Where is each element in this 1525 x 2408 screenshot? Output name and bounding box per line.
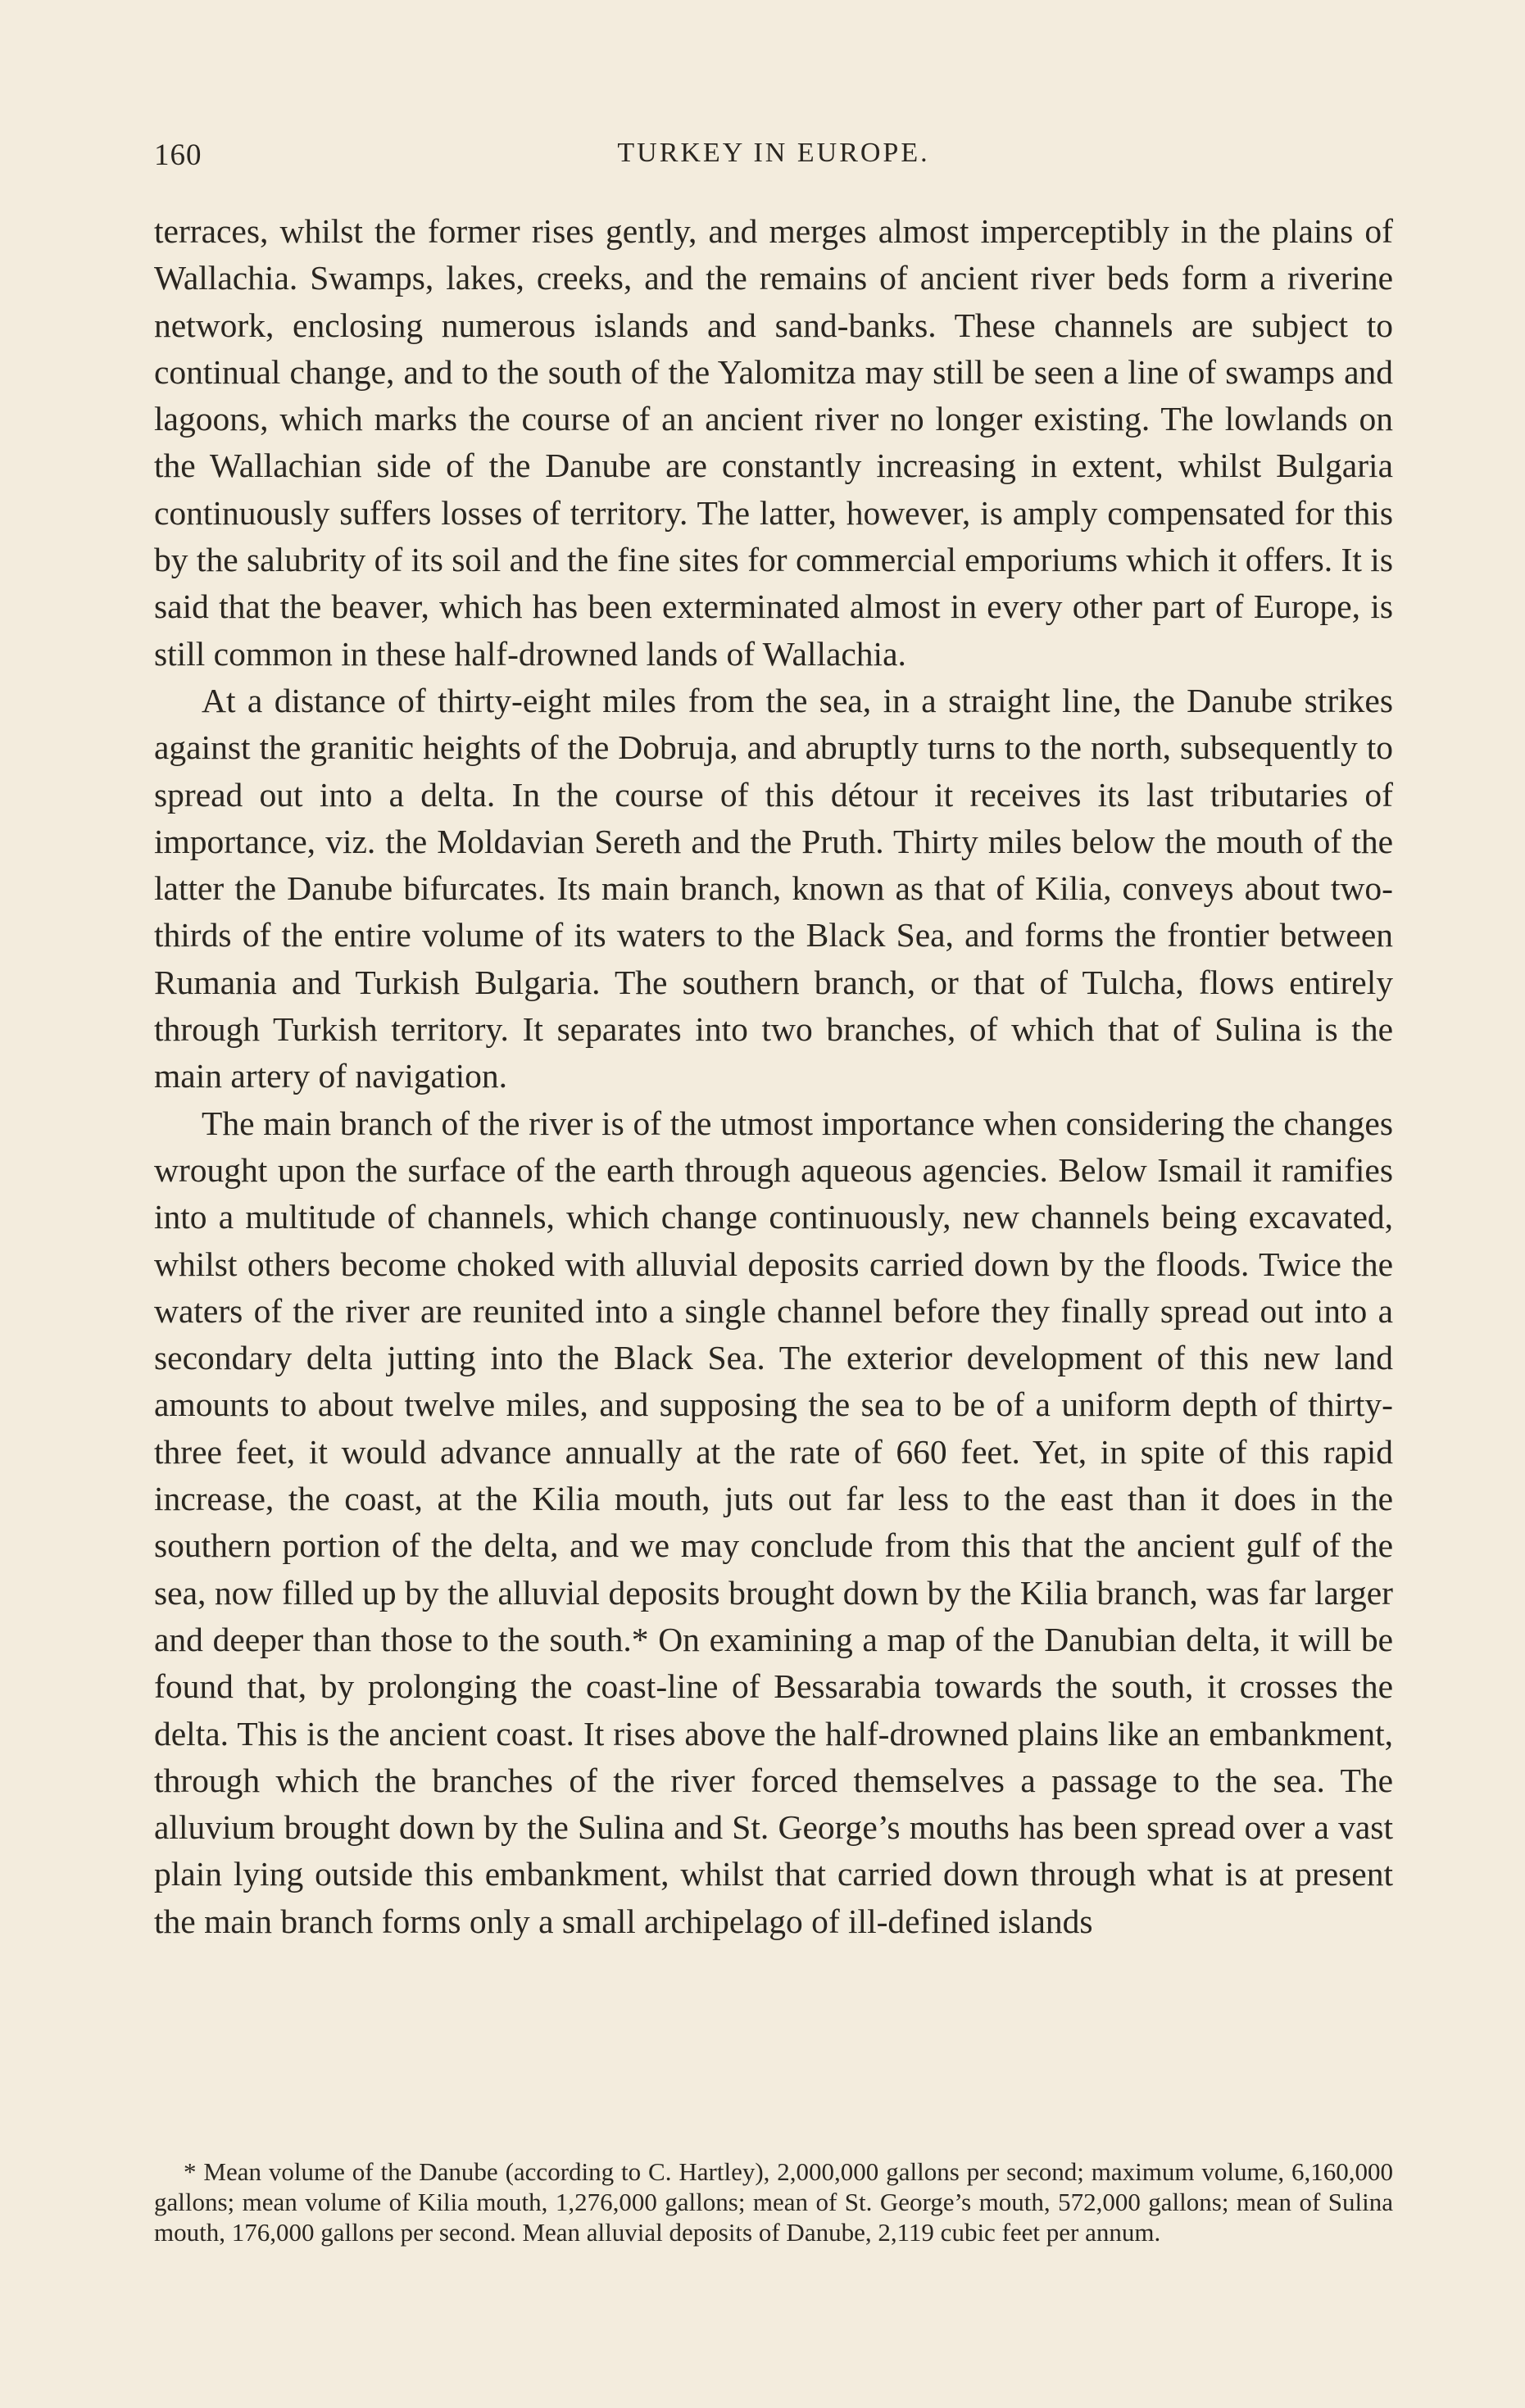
page-header: [154, 138, 1393, 179]
paragraph-2: At a distance of thirty-eight miles from the sea, in a straight line, the Danube strikes against the granitic heights of the Dobruja, and abruptly turns to the north, subsequently to spread out into a delta. In the course of this détour it receives its last tributaries of importance, viz. the Moldavian Sereth and the Pruth. Thirty miles below the mouth of the latter the Danube bifurcates. Its main branch, known as that of Kilia, conveys about two-thirds of the entire volume of its waters to the Black Sea, and forms the frontier between Rumania and Turkish Bulgaria. The southern branch, or that of Tulcha, flows entirely through Turkish territory. It separates into two branches, of which that of Sulina is the main artery of navigation.: [154, 681, 1393, 1095]
footnote-text: * Mean volume of the Danube (according to C. Hartley), 2,000,000 gallons per second; maximum volume, 6,160,000 gallons; mean volume of Kilia mouth, 1,276,000 gallons; mean of St. George’s mouth, 572,000 gallons; mean of Sulina mouth, 176,000 gallons per second. Mean alluvial deposits of Danube, 2,119 cubic feet per annum.: [154, 2157, 1393, 2247]
body-text: [154, 208, 1393, 1945]
paragraph-1: terraces, whilst the former rises gently, and merges almost imperceptibly in the plains of Wallachia. Swamps, lakes, creeks, and the remains of ancient river beds form a riverine network, enclosing numerous islands and sand-banks. These channels are subject to continual change, and to the south of the Yalomitza may still be seen a line of swamps and lagoons, which marks the course of an ancient river no longer existing. The lowlands on the Wallachian side of the Danube are constantly increasing in extent, whilst Bulgaria continuously suffers losses of territory. The latter, however, is amply compensated for this by the salubrity of its soil and the fine sites for commercial emporiums which it offers. It is said that the beaver, which has been exterminated almost in every other part of Europe, is still common in these half-drowned lands of Wallachia.: [154, 212, 1393, 673]
footnote: [154, 2156, 1393, 2247]
page-number: 160: [154, 138, 202, 172]
running-head: TURKEY IN EUROPE.: [617, 138, 930, 168]
paragraph-3: The main branch of the river is of the utmost importance when considering the changes wrought upon the surface of the earth through aqueous agencies. Below Ismail it ramifies into a multitude of channels, which change continuously, new channels being excavated, whilst others become choked with alluvial deposits carried down by the floods. Twice the waters of the river are reunited into a single channel before they finally spread out into a secondary delta jutting into the Black Sea. The exterior development of this new land amounts to about twelve miles, and supposing the sea to be of a uniform depth of thirty-three feet, it would advance annually at the rate of 660 feet. Yet, in spite of this rapid increase, the coast, at the Kilia mouth, juts out far less to the east than it does in the southern portion of the delta, and we may conclude from this that the ancient gulf of the sea, now filled up by the alluvial deposits brought down by the Kilia branch, was far larger and deeper than those to the south.* On examining a map of the Danubian delta, it will be found that, by prolonging the coast-line of Bessarabia towards the south, it crosses the delta. This is the ancient coast. It rises above the half-drowned plains like an embankment, through which the branches of the river forced themselves a passage to the sea. The alluvium brought down by the Sulina and St. George’s mouths has been spread over a vast plain lying outside this embankment, whilst that carried down through what is at present the main branch forms only a small archipelago of ill-defined islands: [154, 1104, 1393, 1940]
